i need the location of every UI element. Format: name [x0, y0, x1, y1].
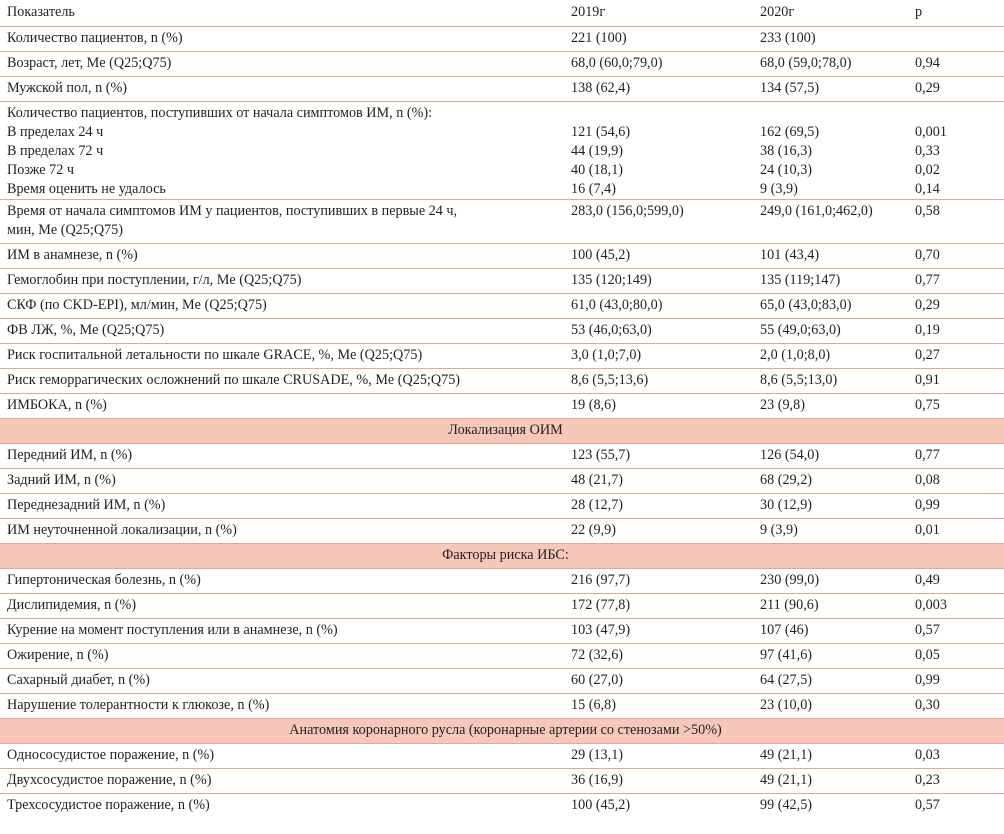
onset-indicator-cell [0, 102, 564, 200]
p-value-cell [908, 519, 1004, 544]
indicator-cell [0, 27, 564, 52]
p-value-cell [908, 369, 1004, 394]
p-value-cell [908, 444, 1004, 469]
value-2020-cell-text: 64 (27,5) [760, 672, 813, 688]
table-row [0, 394, 1004, 419]
table-row [0, 794, 1004, 819]
section-title [0, 719, 1004, 744]
value-2020-cell-text: 249,0 (161,0;462,0) [760, 203, 873, 219]
value-2020-cell [753, 27, 908, 52]
indicator-cell [0, 744, 564, 769]
section-header-row [0, 544, 1004, 569]
p-value-cell-text: 0,58 [915, 203, 940, 219]
p-value-cell [908, 694, 1004, 719]
value-2020-cell [753, 694, 908, 719]
value-2019-cell-text: 8,6 (5,5;13,6) [571, 372, 649, 388]
indicator-cell [0, 469, 564, 494]
indicator-cell [0, 394, 564, 419]
onset-2019-cell-line-4: 40 (18,1) [571, 162, 624, 178]
value-2020-cell-text: 233 (100) [760, 30, 816, 46]
table-row [0, 244, 1004, 269]
indicator-cell-text: Количество пациентов, n (%) [7, 30, 183, 46]
onset-p-cell-line-2: 0,001 [915, 124, 947, 140]
value-2019-cell-text: 28 (12,7) [571, 497, 624, 513]
table-row [0, 52, 1004, 77]
value-2019-cell [564, 200, 753, 244]
header-indicator: Показатель [0, 0, 564, 27]
value-2020-cell [753, 669, 908, 694]
value-2019-cell-text: 61,0 (43,0;80,0) [571, 297, 663, 313]
value-2020-cell-text: 9 (3,9) [760, 522, 798, 538]
onset-2019-cell-line-2: 121 (54,6) [571, 124, 631, 140]
value-2020-cell [753, 519, 908, 544]
p-value-cell-text: 0,75 [915, 397, 940, 413]
p-value-cell [908, 594, 1004, 619]
p-value-cell-text: 0,57 [915, 622, 940, 638]
p-value-cell [908, 344, 1004, 369]
onset-group-row [0, 102, 1004, 200]
p-value-cell [908, 769, 1004, 794]
indicator-cell [0, 269, 564, 294]
onset-p-cell-line-1 [915, 104, 1004, 123]
p-value-cell [908, 394, 1004, 419]
value-2020-cell-text: 30 (12,9) [760, 497, 813, 513]
value-2019-cell-text: 100 (45,2) [571, 797, 631, 813]
indicator-cell-text: Мужской пол, n (%) [7, 80, 127, 96]
value-2019-cell [564, 369, 753, 394]
indicator-cell-text: ИМБОКА, n (%) [7, 397, 107, 413]
p-value-cell-text: 0,99 [915, 497, 940, 513]
value-2019-cell [564, 52, 753, 77]
indicator-cell [0, 669, 564, 694]
indicator-cell-text: Сахарный диабет, n (%) [7, 672, 150, 688]
p-value-cell [908, 469, 1004, 494]
onset-p-cell-line-3: 0,33 [915, 143, 940, 159]
value-2019-cell-text: 123 (55,7) [571, 447, 631, 463]
table-header-row [0, 0, 1004, 27]
onset-2020-cell-line-1 [760, 104, 908, 123]
section-header-row [0, 719, 1004, 744]
section-title-text: Анатомия коронарного русла (коронарные артерии со стенозами >50%) [289, 722, 722, 738]
section-title [0, 544, 1004, 569]
p-value-cell-text: 0,27 [915, 347, 940, 363]
p-value-cell-text: 0,70 [915, 247, 940, 263]
indicator-cell [0, 769, 564, 794]
p-value-cell-text: 0,29 [915, 80, 940, 96]
indicator-cell-text: Задний ИМ, n (%) [7, 472, 116, 488]
indicator-cell [0, 794, 564, 819]
value-2020-cell-text: 107 (46) [760, 622, 809, 638]
p-value-cell [908, 269, 1004, 294]
value-2019-cell-text: 221 (100) [571, 30, 627, 46]
onset-2019-cell-lines [571, 102, 753, 199]
onset-2019-cell-line-3: 44 (19,9) [571, 143, 624, 159]
table-row [0, 200, 1004, 244]
value-2020-cell-text: 68 (29,2) [760, 472, 813, 488]
onset-2020-cell [753, 102, 908, 200]
indicator-cell [0, 494, 564, 519]
p-value-cell-text: 0,05 [915, 647, 940, 663]
value-2019-cell-text: 48 (21,7) [571, 472, 624, 488]
p-value-cell [908, 744, 1004, 769]
p-value-cell-text: 0,77 [915, 272, 940, 288]
value-2019-cell [564, 794, 753, 819]
value-2020-cell-text: 211 (90,6) [760, 597, 819, 613]
indicator-cell [0, 569, 564, 594]
table-row [0, 469, 1004, 494]
indicator-cell-text: СКФ (по CKD-EPI), мл/мин, Me (Q25;Q75) [7, 297, 267, 313]
indicator-cell-text: Риск геморрагических осложнений по шкале CRUSADE, %, Me (Q25;Q75) [7, 372, 461, 388]
indicator-cell [0, 200, 564, 244]
value-2019-cell [564, 669, 753, 694]
indicator-cell-text: Возраст, лет, Me (Q25;Q75) [7, 55, 172, 71]
value-2020-cell [753, 644, 908, 669]
indicator-cell [0, 294, 564, 319]
indicator-cell-text: Курение на момент поступления или в анамнезе, n (%) [7, 622, 338, 638]
table-row [0, 669, 1004, 694]
value-2019-cell [564, 619, 753, 644]
onset-p-cell-line-4: 0,02 [915, 162, 940, 178]
section-title-text: Факторы риска ИБС: [442, 547, 569, 563]
value-2020-cell [753, 569, 908, 594]
p-value-cell-text: 0,01 [915, 522, 940, 538]
onset-2019-cell [564, 102, 753, 200]
indicator-cell-line-1: Время от начала симптомов ИМ у пациентов, поступивших в первые 24 ч, [7, 203, 458, 219]
value-2020-cell [753, 469, 908, 494]
indicator-cell [0, 369, 564, 394]
table-row [0, 644, 1004, 669]
p-value-cell-text: 0,08 [915, 472, 940, 488]
table-row [0, 494, 1004, 519]
p-value-cell-text [915, 27, 1004, 29]
table-row [0, 77, 1004, 102]
indicator-cell [0, 444, 564, 469]
table-row [0, 594, 1004, 619]
value-2019-cell [564, 594, 753, 619]
indicator-cell-text: Ожирение, n (%) [7, 647, 109, 663]
value-2020-cell-text: 23 (9,8) [760, 397, 805, 413]
value-2020-cell [753, 794, 908, 819]
value-2019-cell-text: 172 (77,8) [571, 597, 631, 613]
value-2019-cell-text: 68,0 (60,0;79,0) [571, 55, 663, 71]
onset-p-cell-lines [915, 102, 1004, 199]
indicator-cell [0, 519, 564, 544]
p-value-cell [908, 244, 1004, 269]
value-2020-cell-text: 126 (54,0) [760, 447, 820, 463]
onset-2020-cell-line-4: 24 (10,3) [760, 162, 813, 178]
value-2020-cell [753, 200, 908, 244]
header-2019: 2019г [564, 0, 753, 27]
indicator-cell [0, 244, 564, 269]
value-2020-cell-text: 97 (41,6) [760, 647, 813, 663]
p-value-cell-text: 0,19 [915, 322, 940, 338]
value-2019-cell-text: 53 (46,0;63,0) [571, 322, 652, 338]
value-2019-cell-text: 283,0 (156,0;599,0) [571, 203, 684, 219]
value-2019-cell [564, 469, 753, 494]
indicator-cell-text: Передний ИМ, n (%) [7, 447, 133, 463]
p-value-cell [908, 619, 1004, 644]
p-value-cell-text: 0,91 [915, 372, 940, 388]
value-2019-cell-text: 36 (16,9) [571, 772, 624, 788]
p-value-cell [908, 27, 1004, 52]
table-row [0, 27, 1004, 52]
p-value-cell-text: 0,77 [915, 447, 940, 463]
onset-2019-cell-line-5: 16 (7,4) [571, 181, 616, 197]
value-2019-cell [564, 27, 753, 52]
indicator-cell-text: Дислипидемия, n (%) [7, 597, 137, 613]
value-2019-cell-text: 15 (6,8) [571, 697, 616, 713]
value-2019-cell [564, 494, 753, 519]
indicator-cell [0, 694, 564, 719]
table-row [0, 744, 1004, 769]
table-row [0, 369, 1004, 394]
indicator-cell-text: ФВ ЛЖ, %, Me (Q25;Q75) [7, 322, 165, 338]
onset-indicator-cell-lines [7, 102, 564, 199]
indicator-cell [0, 619, 564, 644]
indicator-cell [0, 52, 564, 77]
indicator-cell-text: ИМ неуточненной локализации, n (%) [7, 522, 237, 538]
p-value-cell [908, 644, 1004, 669]
onset-2020-cell-line-5: 9 (3,9) [760, 181, 798, 197]
p-value-cell-text: 0,57 [915, 797, 940, 813]
value-2020-cell-text: 65,0 (43,0;83,0) [760, 297, 852, 313]
value-2020-cell [753, 269, 908, 294]
value-2019-cell [564, 294, 753, 319]
value-2020-cell-text: 68,0 (59,0;78,0) [760, 55, 852, 71]
value-2019-cell [564, 744, 753, 769]
value-2019-cell [564, 444, 753, 469]
indicator-cell [0, 77, 564, 102]
value-2019-cell-text: 19 (8,6) [571, 397, 616, 413]
value-2020-cell [753, 494, 908, 519]
p-value-cell-text: 0,99 [915, 672, 940, 688]
indicator-cell-text: Риск госпитальной летальности по шкале GRACE, %, Me (Q25;Q75) [7, 347, 423, 363]
p-value-cell [908, 319, 1004, 344]
p-value-cell [908, 569, 1004, 594]
p-value-cell [908, 52, 1004, 77]
onset-indicator-cell-line-2: В пределах 24 ч [7, 124, 104, 140]
value-2020-cell-text: 49 (21,1) [760, 747, 813, 763]
value-2020-cell [753, 619, 908, 644]
indicator-cell [0, 594, 564, 619]
section-header-row [0, 419, 1004, 444]
indicator-cell-text: ИМ в анамнезе, n (%) [7, 247, 138, 263]
value-2019-cell-text: 100 (45,2) [571, 247, 631, 263]
value-2020-cell [753, 769, 908, 794]
p-value-cell-text: 0,94 [915, 55, 940, 71]
table-row [0, 769, 1004, 794]
onset-2020-cell-line-2: 162 (69,5) [760, 124, 820, 140]
p-value-cell-text: 0,49 [915, 572, 940, 588]
header-p: p [908, 0, 1004, 27]
indicator-cell-line-2: мин, Me (Q25;Q75) [7, 222, 123, 238]
value-2020-cell [753, 444, 908, 469]
table-row [0, 569, 1004, 594]
p-value-cell-text: 0,003 [915, 597, 947, 613]
onset-p-cell [908, 102, 1004, 200]
value-2020-cell [753, 344, 908, 369]
p-value-cell-text: 0,29 [915, 297, 940, 313]
table-row [0, 694, 1004, 719]
value-2020-cell-text: 8,6 (5,5;13,0) [760, 372, 838, 388]
header-2020: 2020г [753, 0, 908, 27]
value-2020-cell-text: 49 (21,1) [760, 772, 813, 788]
table-row [0, 269, 1004, 294]
value-2019-cell [564, 244, 753, 269]
p-value-cell-text: 0,23 [915, 772, 940, 788]
indicator-cell-text: Переднезадний ИМ, n (%) [7, 497, 166, 513]
indicator-cell-text: Гемоглобин при поступлении, г/л, Me (Q25;Q75) [7, 272, 302, 288]
p-value-cell-text: 0,03 [915, 747, 940, 763]
value-2019-cell-text: 103 (47,9) [571, 622, 631, 638]
indicator-cell-text: Трехсосудистое поражение, n (%) [7, 797, 210, 813]
value-2020-cell-text: 99 (42,5) [760, 797, 813, 813]
table-row [0, 294, 1004, 319]
value-2020-cell [753, 369, 908, 394]
onset-2020-cell-line-3: 38 (16,3) [760, 143, 813, 159]
value-2020-cell-text: 55 (49,0;63,0) [760, 322, 841, 338]
value-2019-cell [564, 569, 753, 594]
onset-2020-cell-lines [760, 102, 908, 199]
p-value-cell [908, 200, 1004, 244]
value-2019-cell [564, 269, 753, 294]
onset-indicator-cell-line-5: Время оценить не удалось [7, 181, 166, 197]
value-2019-cell-text: 3,0 (1,0;7,0) [571, 347, 642, 363]
p-value-cell [908, 669, 1004, 694]
value-2019-cell-text: 135 (120;149) [571, 272, 652, 288]
p-value-cell [908, 294, 1004, 319]
value-2019-cell [564, 319, 753, 344]
value-2020-cell-text: 230 (99,0) [760, 572, 820, 588]
value-2019-cell-text: 216 (97,7) [571, 572, 631, 588]
indicator-cell-lines [7, 200, 564, 240]
value-2019-cell [564, 769, 753, 794]
onset-indicator-cell-line-4: Позже 72 ч [7, 162, 75, 178]
value-2019-cell [564, 344, 753, 369]
indicator-cell-text: Двухсосудистое поражение, n (%) [7, 772, 212, 788]
table-row [0, 519, 1004, 544]
section-title-text: Локализация ОИМ [448, 422, 563, 438]
section-title [0, 419, 1004, 444]
value-2020-cell [753, 744, 908, 769]
value-2020-cell [753, 52, 908, 77]
indicator-cell-text: Гипертоническая болезнь, n (%) [7, 572, 201, 588]
onset-2019-cell-line-1 [571, 104, 753, 123]
value-2020-cell [753, 294, 908, 319]
value-2020-cell [753, 244, 908, 269]
value-2020-cell-text: 101 (43,4) [760, 247, 820, 263]
value-2020-cell-text: 23 (10,0) [760, 697, 813, 713]
p-value-cell-text: 0,30 [915, 697, 940, 713]
value-2019-cell [564, 77, 753, 102]
p-value-cell [908, 494, 1004, 519]
indicator-cell [0, 319, 564, 344]
value-2019-cell-text: 72 (32,6) [571, 647, 624, 663]
value-2019-cell-text: 138 (62,4) [571, 80, 631, 96]
value-2020-cell-text: 134 (57,5) [760, 80, 820, 96]
onset-indicator-cell-line-3: В пределах 72 ч [7, 143, 104, 159]
value-2019-cell [564, 394, 753, 419]
value-2020-cell [753, 394, 908, 419]
value-2020-cell [753, 594, 908, 619]
table-row [0, 444, 1004, 469]
value-2019-cell-text: 60 (27,0) [571, 672, 624, 688]
table-row [0, 319, 1004, 344]
value-2019-cell [564, 519, 753, 544]
p-value-cell [908, 77, 1004, 102]
indicator-cell [0, 344, 564, 369]
value-2020-cell [753, 319, 908, 344]
indicator-cell [0, 644, 564, 669]
table-row [0, 344, 1004, 369]
onset-indicator-cell-line-1: Количество пациентов, поступивших от начала симптомов ИМ, n (%): [7, 105, 433, 121]
indicator-cell-text: Нарушение толерантности к глюкозе, n (%) [7, 697, 270, 713]
value-2019-cell-text: 29 (13,1) [571, 747, 624, 763]
value-2020-cell [753, 77, 908, 102]
indicator-cell-text: Однососудистое поражение, n (%) [7, 747, 215, 763]
onset-p-cell-line-5: 0,14 [915, 181, 940, 197]
value-2019-cell [564, 694, 753, 719]
value-2020-cell-text: 2,0 (1,0;8,0) [760, 347, 831, 363]
value-2019-cell-text: 22 (9,9) [571, 522, 616, 538]
table-row [0, 619, 1004, 644]
value-2020-cell-text: 135 (119;147) [760, 272, 841, 288]
value-2019-cell [564, 644, 753, 669]
p-value-cell [908, 794, 1004, 819]
